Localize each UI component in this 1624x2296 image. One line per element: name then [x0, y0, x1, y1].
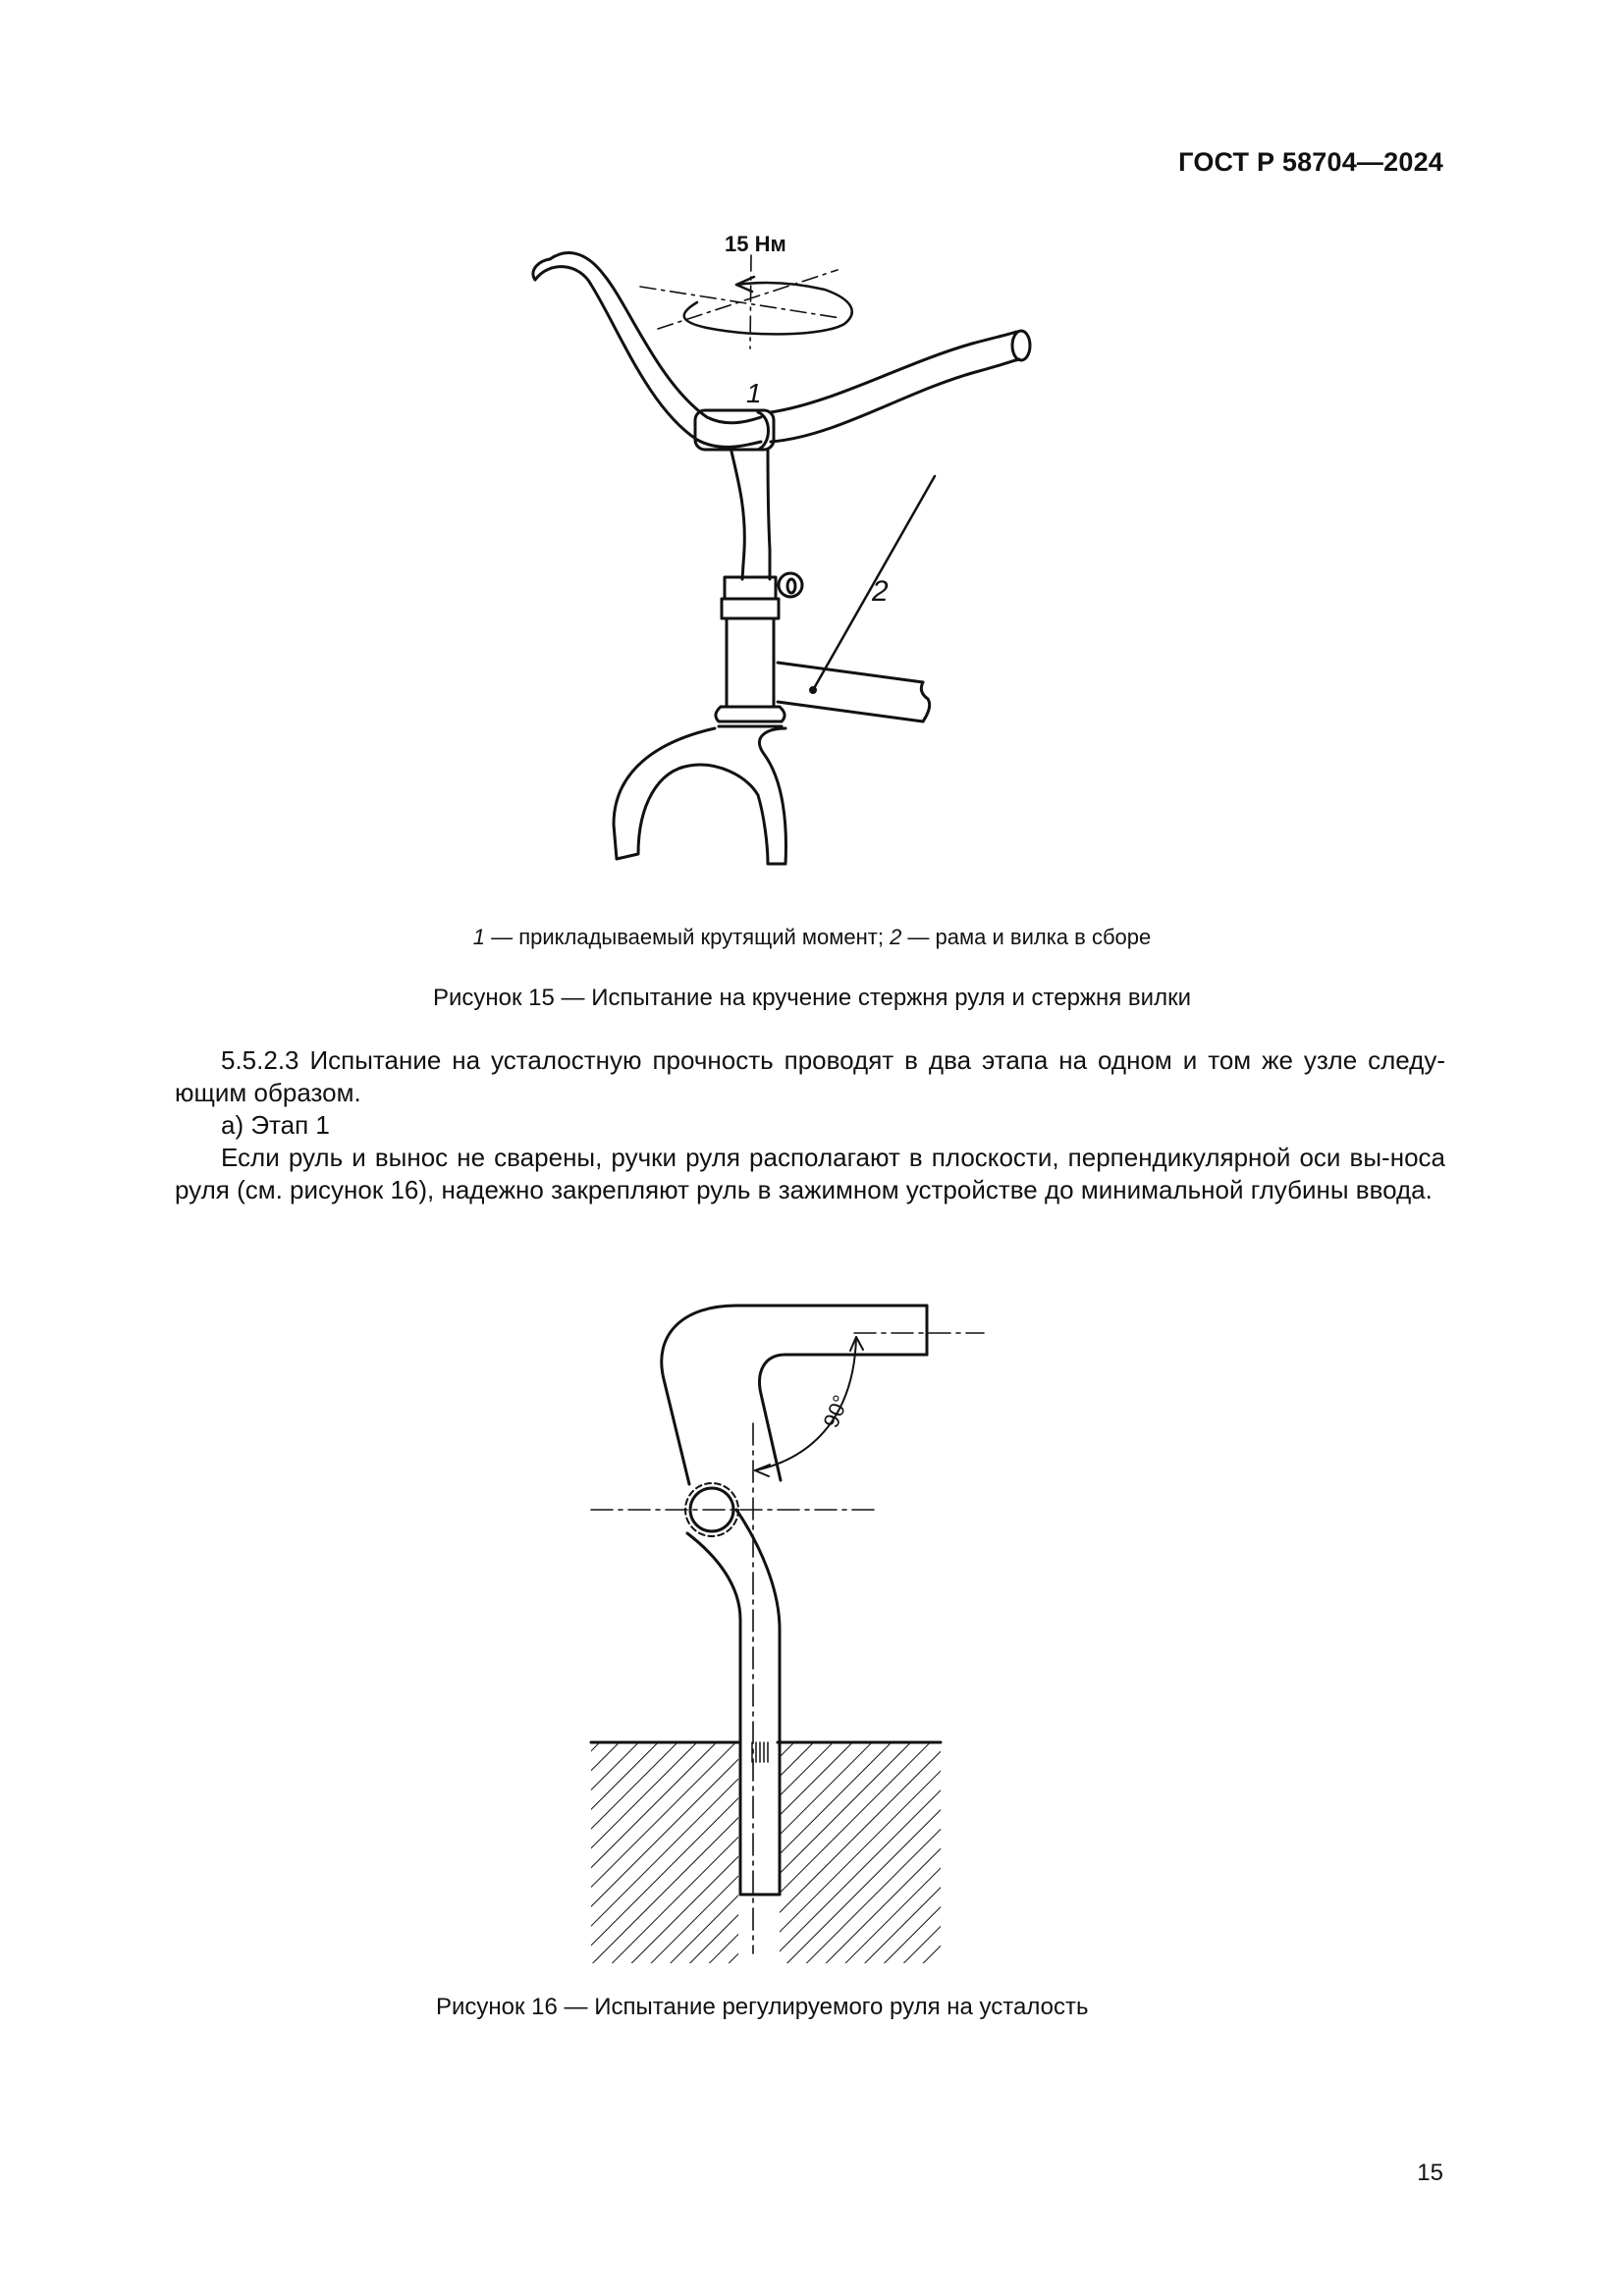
- legend-number-1: 1: [472, 925, 485, 949]
- document-header-id: ГОСТ Р 58704—2024: [1178, 147, 1443, 177]
- legend-number-2: 2: [890, 925, 902, 949]
- legend-text-2: — рама и вилка в сборе: [901, 925, 1152, 949]
- fork-crown-drawing: [614, 728, 785, 864]
- frame-tube-drawing: [778, 476, 935, 721]
- list-item-a: а) Этап 1: [221, 1110, 330, 1140]
- figure-15-legend: [0, 925, 1624, 950]
- figure-15-drawing: [511, 216, 1060, 903]
- handlebar-drawing: [533, 252, 1030, 447]
- figure-16-drawing: [579, 1296, 992, 1973]
- figure-15-caption: Рисунок 15 — Испытание на кручение стержня руля и стержня вилки: [433, 985, 1191, 1011]
- page-number: 15: [1417, 2160, 1443, 2186]
- paragraph-stage-1: Если руль и вынос не сварены, ручки руля располагают в плоскости, перпендикулярной оси вы-носа руля (см. рисунок 16), надежно закрепляют руль в зажимном устройстве до минимальной глубины ввода.: [175, 1143, 1445, 1204]
- paragraph-5-5-2-3: 5.5.2.3 Испытание на усталостную прочность проводят в два этапа на одном и том же узле следу-ющим образом.: [175, 1045, 1445, 1107]
- clamp-hatched-block: [591, 1742, 941, 1963]
- callout-2: 2: [872, 575, 889, 608]
- angle-label: 90°: [818, 1391, 854, 1431]
- legend-text-1: — прикладываемый крутящий момент;: [484, 925, 891, 949]
- figure-16-caption: Рисунок 16 — Испытание регулируемого руля на усталость: [436, 1994, 1089, 2020]
- torque-label: 15 Нм: [725, 232, 786, 256]
- torque-arrow: [640, 255, 852, 348]
- stem-drawing: [731, 450, 770, 579]
- callout-1: 1: [746, 378, 762, 408]
